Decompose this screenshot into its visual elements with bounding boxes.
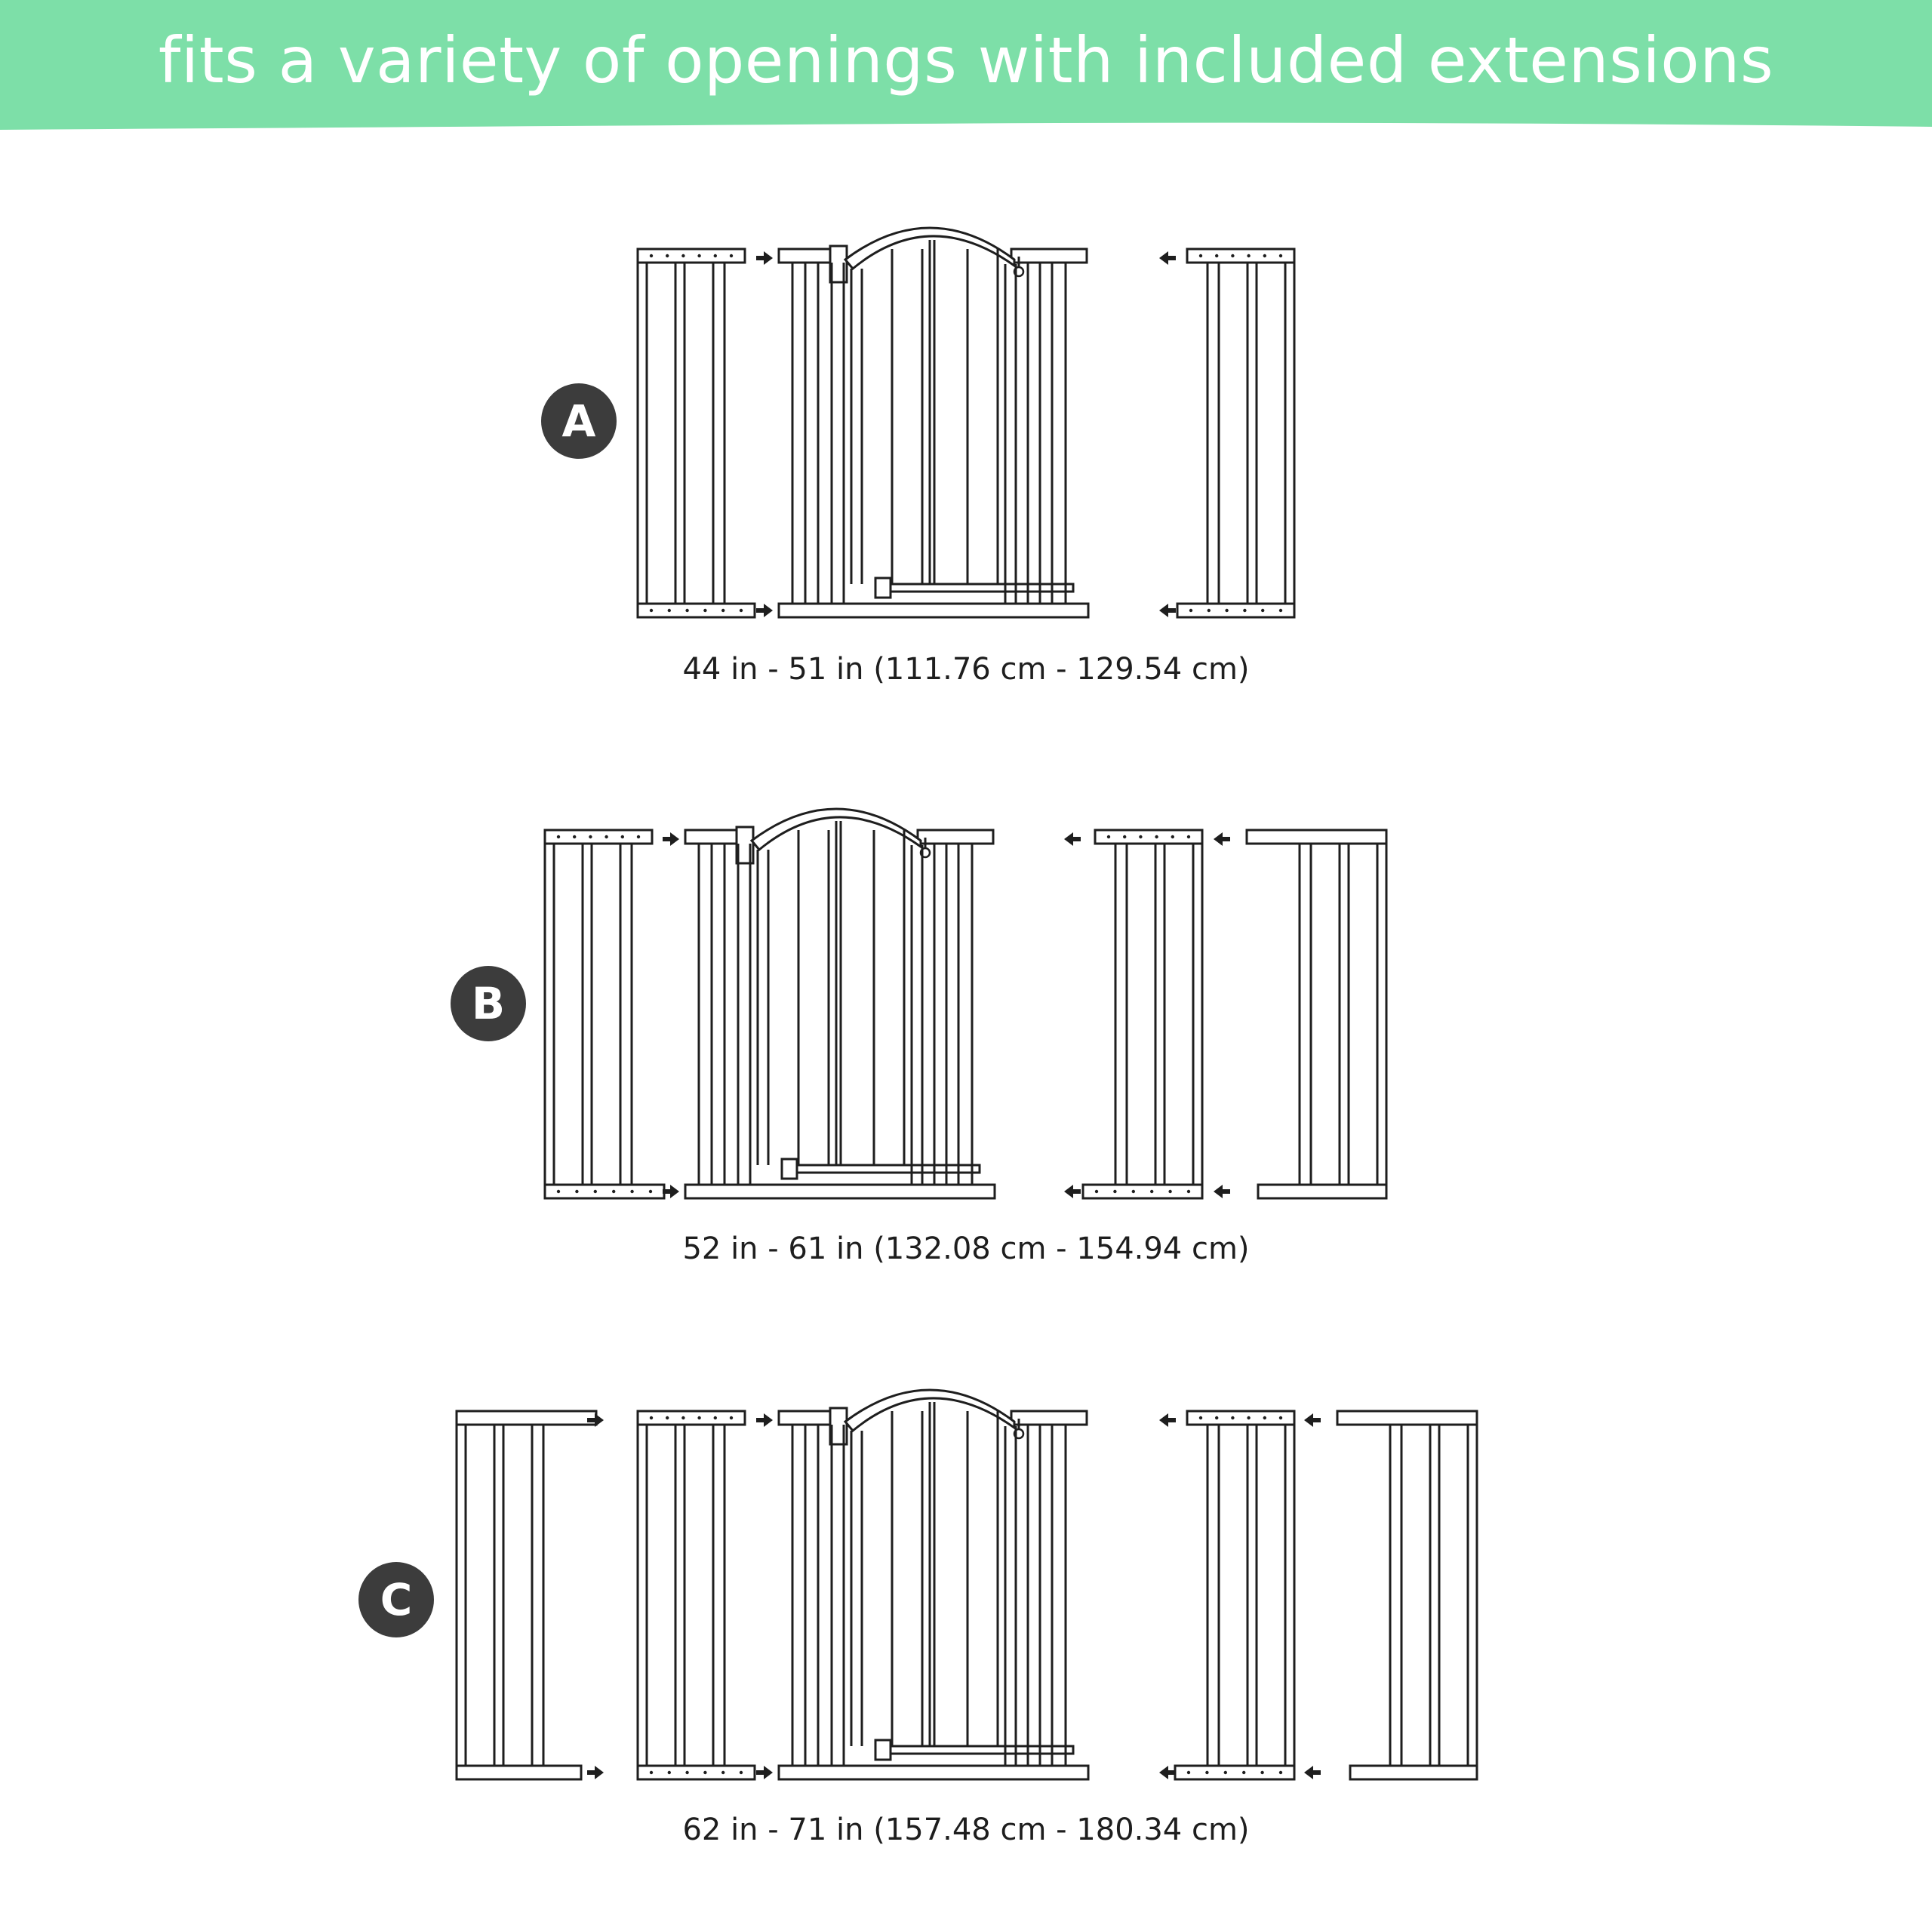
b-arrow-head bbox=[663, 832, 679, 846]
c-arrow bbox=[1159, 1766, 1176, 1779]
a-ext-left-bottom-dot bbox=[650, 609, 653, 612]
b-ext-mid-top-dot bbox=[1123, 835, 1126, 838]
c-ext-right-bottom-dot bbox=[1279, 1771, 1282, 1774]
c-arrow bbox=[1304, 1766, 1321, 1779]
c-ext-far-right-bottom-bar bbox=[1350, 1766, 1477, 1779]
b-arrow bbox=[663, 832, 679, 846]
a-arrow-head bbox=[756, 251, 773, 265]
a-ext-left-bottom-bar bbox=[638, 604, 755, 617]
b-arrow-head bbox=[1064, 1185, 1081, 1198]
b-ext-mid-top-bar bbox=[1095, 830, 1202, 844]
b-arrow-head bbox=[1214, 1185, 1230, 1198]
a-ext-left-top-dot bbox=[666, 254, 669, 257]
c-arrow bbox=[1159, 1413, 1176, 1427]
range-label-c: 62 in - 71 in (157.48 cm - 180.34 cm) bbox=[682, 1813, 1250, 1847]
a-ext-right-top-bar bbox=[1187, 249, 1294, 263]
badge-b: B bbox=[451, 966, 526, 1041]
a-ext-right-top-dot bbox=[1215, 254, 1218, 257]
c-arrow-head bbox=[756, 1766, 773, 1779]
b-ext-left-top-dot bbox=[621, 835, 624, 838]
a-gate-threshold bbox=[888, 584, 1073, 592]
c-ext-left-bottom-dot bbox=[685, 1771, 688, 1774]
b-ext-left-top-dot bbox=[589, 835, 592, 838]
b-ext-left-bottom-bar bbox=[545, 1185, 664, 1198]
c-ext-right-top-bar bbox=[1187, 1411, 1294, 1425]
c-ext-right-bottom-dot bbox=[1205, 1771, 1208, 1774]
a-ext-left-top-dot bbox=[697, 254, 700, 257]
b-ext-mid-bottom-dot bbox=[1168, 1190, 1171, 1193]
b-ext-left-bottom-dot bbox=[630, 1190, 633, 1193]
a-gate-hinge-block bbox=[875, 578, 891, 598]
c-arrow bbox=[1304, 1413, 1321, 1427]
b-ext-mid-bottom-bar bbox=[1083, 1185, 1202, 1198]
c-ext-left-bottom-dot bbox=[703, 1771, 706, 1774]
diagram-b bbox=[0, 785, 1932, 1222]
c-arrow bbox=[756, 1766, 773, 1779]
a-ext-left-top-dot bbox=[730, 254, 733, 257]
c-ext-right-top-dot bbox=[1247, 1416, 1250, 1419]
c-gate-hinge-block bbox=[875, 1740, 891, 1760]
c-ext-left-bottom-dot bbox=[650, 1771, 653, 1774]
range-label-a: 44 in - 51 in (111.76 cm - 129.54 cm) bbox=[682, 652, 1250, 687]
a-ext-right-top-dot bbox=[1263, 254, 1266, 257]
c-ext-right-top-dot bbox=[1263, 1416, 1266, 1419]
b-ext-left-top-dot bbox=[557, 835, 560, 838]
b-ext-mid-bottom-dot bbox=[1095, 1190, 1098, 1193]
b-arrow-head bbox=[1214, 832, 1230, 846]
b-arrow bbox=[1214, 832, 1230, 846]
c-arrow-head bbox=[1304, 1766, 1321, 1779]
diagram-a bbox=[0, 204, 1932, 641]
c-ext-left-bottom-dot bbox=[740, 1771, 743, 1774]
a-ext-left-bottom-dot bbox=[703, 609, 706, 612]
b-gate-bottom-bar bbox=[685, 1185, 995, 1198]
b-gate-top-right-bar bbox=[918, 830, 993, 844]
b-ext-mid-top-dot bbox=[1155, 835, 1158, 838]
b-ext-left-bottom-dot bbox=[612, 1190, 615, 1193]
a-ext-left-bottom-dot bbox=[685, 609, 688, 612]
a-ext-right-bottom-dot bbox=[1243, 609, 1246, 612]
c-arrow bbox=[587, 1766, 604, 1779]
c-arrow-head bbox=[756, 1413, 773, 1427]
b-ext-mid-bottom-dot bbox=[1113, 1190, 1116, 1193]
c-ext-right-top-dot bbox=[1215, 1416, 1218, 1419]
a-ext-left-top-dot bbox=[714, 254, 717, 257]
c-gate-top-right-bar bbox=[1011, 1411, 1087, 1425]
a-arrow bbox=[1159, 604, 1176, 617]
a-ext-left-bottom-dot bbox=[721, 609, 724, 612]
c-arrow-head bbox=[587, 1766, 604, 1779]
a-ext-left-bottom-dot bbox=[740, 609, 743, 612]
b-ext-left-bottom-dot bbox=[594, 1190, 597, 1193]
range-label-b: 52 in - 61 in (132.08 cm - 154.94 cm) bbox=[682, 1231, 1250, 1266]
a-ext-right-top-dot bbox=[1231, 254, 1234, 257]
b-ext-left-top-dot bbox=[605, 835, 608, 838]
b-ext-mid-top-dot bbox=[1107, 835, 1110, 838]
b-ext-mid-top-dot bbox=[1139, 835, 1142, 838]
b-ext-left-bottom-dot bbox=[575, 1190, 578, 1193]
c-ext-left-top-dot bbox=[714, 1416, 717, 1419]
c-ext-left-top-dot bbox=[697, 1416, 700, 1419]
b-ext-mid-top-dot bbox=[1187, 835, 1190, 838]
c-ext-right-bottom-dot bbox=[1187, 1771, 1190, 1774]
a-arrow bbox=[1159, 251, 1176, 265]
c-gate-threshold bbox=[888, 1746, 1073, 1754]
b-ext-left-bottom-dot bbox=[557, 1190, 560, 1193]
a-ext-right-top-dot bbox=[1247, 254, 1250, 257]
c-arrow-head bbox=[1159, 1766, 1176, 1779]
b-arrow-head bbox=[1064, 832, 1081, 846]
c-ext-right-top-dot bbox=[1199, 1416, 1202, 1419]
c-ext-right-top-dot bbox=[1279, 1416, 1282, 1419]
a-ext-right-top-dot bbox=[1279, 254, 1282, 257]
c-ext-left-bottom-dot bbox=[721, 1771, 724, 1774]
c-ext-right-bottom-dot bbox=[1242, 1771, 1245, 1774]
a-ext-left-top-dot bbox=[650, 254, 653, 257]
a-gate-bottom-bar bbox=[779, 604, 1088, 617]
c-arrow-head bbox=[1304, 1413, 1321, 1427]
b-ext-right-bottom-bar bbox=[1258, 1185, 1386, 1198]
b-ext-mid-bottom-dot bbox=[1187, 1190, 1190, 1193]
c-gate-bottom-bar bbox=[779, 1766, 1088, 1779]
c-ext-left-bottom-dot bbox=[668, 1771, 671, 1774]
header-banner bbox=[0, 0, 1932, 132]
a-ext-right-top-dot bbox=[1199, 254, 1202, 257]
a-arrow bbox=[756, 251, 773, 265]
b-ext-left-top-dot bbox=[637, 835, 640, 838]
diagram-c bbox=[0, 1366, 1932, 1803]
c-ext-right-top-dot bbox=[1231, 1416, 1234, 1419]
c-ext-left-bottom-bar bbox=[638, 1766, 755, 1779]
a-ext-left-top-dot bbox=[681, 254, 685, 257]
banner-title: fits a variety of openings with included extensions bbox=[158, 23, 1774, 97]
b-ext-right-top-bar bbox=[1247, 830, 1386, 844]
b-ext-mid-bottom-dot bbox=[1150, 1190, 1153, 1193]
c-ext-left-top-dot bbox=[730, 1416, 733, 1419]
a-ext-left-top-bar bbox=[638, 249, 745, 263]
b-ext-left-top-bar bbox=[545, 830, 652, 844]
a-gate-top-right-bar bbox=[1011, 249, 1087, 263]
c-arrow bbox=[756, 1413, 773, 1427]
a-ext-right-bottom-dot bbox=[1261, 609, 1264, 612]
a-ext-right-bottom-dot bbox=[1189, 609, 1192, 612]
c-ext-right-bottom-bar bbox=[1175, 1766, 1294, 1779]
c-ext-far-left-top-bar bbox=[457, 1411, 596, 1425]
b-arrow bbox=[1064, 1185, 1081, 1198]
a-arrow-head bbox=[1159, 251, 1176, 265]
b-arrow bbox=[1214, 1185, 1230, 1198]
b-ext-left-top-dot bbox=[573, 835, 576, 838]
c-ext-far-left-bottom-bar bbox=[457, 1766, 581, 1779]
c-arrow-head bbox=[1159, 1413, 1176, 1427]
a-ext-right-bottom-dot bbox=[1225, 609, 1228, 612]
a-arrow-head bbox=[756, 604, 773, 617]
b-ext-mid-bottom-dot bbox=[1132, 1190, 1135, 1193]
b-gate-threshold bbox=[795, 1165, 980, 1173]
b-ext-left-bottom-dot bbox=[649, 1190, 652, 1193]
badge-a: A bbox=[541, 383, 617, 459]
a-arrow-head bbox=[1159, 604, 1176, 617]
c-ext-left-top-bar bbox=[638, 1411, 745, 1425]
c-ext-left-top-dot bbox=[681, 1416, 685, 1419]
b-gate-hinge-block bbox=[782, 1159, 797, 1179]
a-arrow bbox=[756, 604, 773, 617]
c-ext-left-top-dot bbox=[666, 1416, 669, 1419]
c-ext-far-right-top-bar bbox=[1337, 1411, 1477, 1425]
a-ext-right-bottom-dot bbox=[1208, 609, 1211, 612]
badge-c: C bbox=[358, 1562, 434, 1637]
c-ext-right-bottom-dot bbox=[1260, 1771, 1263, 1774]
a-ext-right-bottom-dot bbox=[1279, 609, 1282, 612]
c-ext-left-top-dot bbox=[650, 1416, 653, 1419]
c-ext-right-bottom-dot bbox=[1224, 1771, 1227, 1774]
b-ext-mid-top-dot bbox=[1171, 835, 1174, 838]
a-ext-right-bottom-bar bbox=[1177, 604, 1294, 617]
b-arrow bbox=[1064, 832, 1081, 846]
a-ext-left-bottom-dot bbox=[668, 609, 671, 612]
